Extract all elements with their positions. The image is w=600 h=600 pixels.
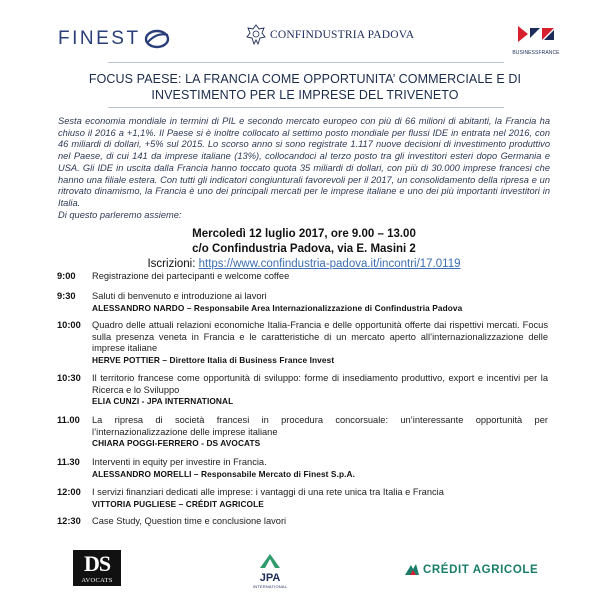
agenda-description: Il territorio francese come opportunità di sviluppo: forme di insediamento produttivo, export e incentivi per la Ricerca e lo Sviluppo xyxy=(92,373,548,395)
registration-line xyxy=(58,257,550,272)
registration-label: Iscrizioni: xyxy=(147,258,199,270)
agenda-speaker: VITTORIA PUGLIESE – CRÉDIT AGRICOLE xyxy=(92,498,264,509)
jpa-logo-text: JPA xyxy=(259,572,281,584)
agenda-time: 12:30 xyxy=(57,516,81,526)
agenda-speaker: ELIA CUNZI - JPA INTERNATIONAL xyxy=(92,396,234,407)
confindustria-emblem-icon xyxy=(246,24,266,46)
finest-logo xyxy=(58,27,170,51)
credit-agricole-logo xyxy=(404,563,538,576)
agenda-description: Quadro delle attuali relazioni economiche Italia-Francia e delle opportunità offerte dai rispettivi mercati. Focus sulla presenza veneta in Francia e le caratteristiche di un mercato aperto all’internazionalizzazione delle imprese italiane xyxy=(92,320,548,354)
finest-swoosh-icon xyxy=(144,29,170,49)
title-line-2: INVESTIMENTO PER LE IMPRESE DEL TRIVENETO xyxy=(151,88,459,102)
agenda-speaker: ALESSANDRO NARDO – Responsabile Area Internazionalizzazione di Confindustria Padova xyxy=(92,302,463,313)
jpa-triangle-icon xyxy=(259,553,281,569)
agenda-description: La ripresa di società francesi in procedura concorsuale: un’interessante opportunità per l’internazionalizzazione delle imprese italiane xyxy=(92,415,548,437)
agenda-speaker: ALESSANDRO MORELLI – Responsabile Mercato di Finest S.p.A. xyxy=(92,468,356,479)
jpa-logo-subtext: INTERNATIONAL xyxy=(252,584,288,589)
agenda-description: Registrazione dei partecipanti e welcome coffee xyxy=(92,271,290,281)
credit-agricole-emblem-icon xyxy=(404,563,420,576)
intro-closing: Di questo parleremo assieme: xyxy=(58,209,182,220)
intro-paragraph xyxy=(58,116,550,221)
agenda-speaker: CHIARA POGGI-FERRERO - DS AVOCATS xyxy=(92,438,261,449)
ds-logo-text: DS xyxy=(83,551,111,576)
page-title xyxy=(60,71,550,103)
agenda-time: 10:30 xyxy=(57,373,81,383)
confindustria-logo xyxy=(246,24,414,46)
agenda-description: Saluti di benvenuto e introduzione ai lavori xyxy=(92,291,267,301)
agenda-description: Case Study, Question time e conclusione lavori xyxy=(92,516,287,526)
agenda-time: 12:00 xyxy=(57,487,81,497)
title-bottom-divider xyxy=(108,107,504,108)
agenda-time: 11.30 xyxy=(57,457,80,467)
business-france-logo-text: BUSINESSFRANCE xyxy=(512,50,560,56)
agenda-time: 10:00 xyxy=(57,320,81,330)
ds-logo-subtext: AVOCATS xyxy=(81,577,113,584)
event-venue: c/o Confindustria Padova, via E. Masini 2 xyxy=(192,243,416,255)
confindustria-logo-text: CONFINDUSTRIA PADOVA xyxy=(270,29,415,41)
intro-text: Sesta economia mondiale in termini di PIL e secondo mercato europeo con più di 66 milioni di abitanti, la Francia ha chiuso il 2016 a +1,1%. Il Paese si è inoltre collocato al settimo posto mondiale per flussi IDE in entrata nel 2016, con 46 miliardi di dollari, +5% sul 2015. Lo scorso anno si sono registrate 1.117 nuove decisioni di investimento produttivo nel Paese, di cui 141 da imprese italiane (13%), collocandoci al terzo posto tra gli investitori esteri dopo Germania e USA. Gli IDE in uscita dalla Francia hanno toccato quota 35 miliardi di dollari, con più di 30.000 imprese francesi che hanno una filiale estera. Con tutti gli indicatori congiunturali favorevoli per il 2017, un consolidamento della ripresa e un ritrovato dinamismo, la Francia è uno dei principali mercati per le imprese italiane e uno dei più importanti investitori in Italia. xyxy=(58,116,550,208)
agenda-speaker: HERVE POTTIER – Direttore Italia di Business France Invest xyxy=(92,354,335,365)
business-france-mark-icon xyxy=(506,24,566,44)
registration-link[interactable]: https://www.confindustria-padova.it/incontri/17.0119 xyxy=(198,258,461,270)
jpa-international-logo xyxy=(250,553,290,589)
agenda-description: I servizi finanziari dedicati alle imprese: i vantaggi di una rete unica tra Italia e Francia xyxy=(92,487,444,497)
agenda-time: 9:30 xyxy=(57,291,76,301)
agenda-time: 9:00 xyxy=(57,271,76,281)
event-date: Mercoledì 12 luglio 2017, ore 9.00 – 13.00 xyxy=(192,228,416,240)
event-info xyxy=(58,227,550,272)
title-top-divider xyxy=(108,62,504,63)
agenda-description: Interventi in equity per investire in Francia. xyxy=(92,457,267,467)
title-line-1: FOCUS PAESE: LA FRANCIA COME OPPORTUNITA’ COMMERCIALE E DI xyxy=(88,72,522,86)
ds-avocats-logo xyxy=(73,550,121,586)
agenda-time: 11.00 xyxy=(57,415,80,425)
business-france-logo xyxy=(506,24,566,56)
credit-agricole-logo-text: CRÉDIT AGRICOLE xyxy=(423,563,539,576)
finest-logo-text: FINEST xyxy=(58,28,141,49)
